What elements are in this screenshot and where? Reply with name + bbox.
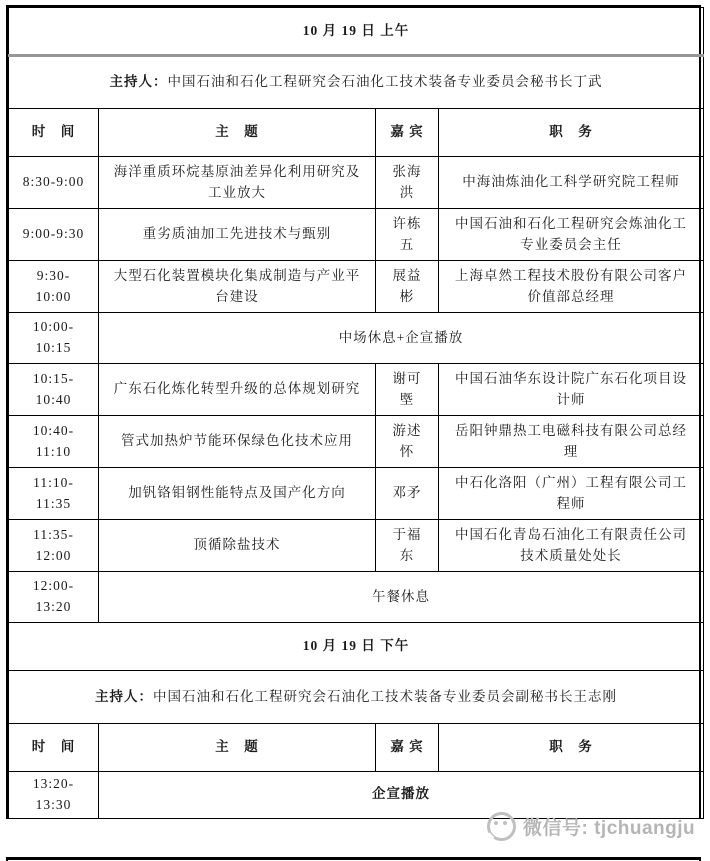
- column-header-row-2: [9, 724, 704, 772]
- duty-cell: 中海油炼油化工科学研究院工程师: [439, 157, 704, 209]
- col-header-guest: 嘉 宾: [376, 724, 439, 772]
- duty-cell: 中国石油和石化工程研究会炼油化工专业委员会主任: [439, 209, 704, 261]
- time-cell: 11:10-11:35: [9, 468, 99, 520]
- time-cell: 9:30-10:00: [9, 261, 99, 313]
- duty-cell: 中石化洛阳（广州）工程有限公司工程师: [439, 468, 704, 520]
- guest-cell: 游述怀: [376, 416, 439, 468]
- time-cell: 10:00-10:15: [9, 313, 99, 364]
- table-row: [9, 364, 704, 416]
- schedule-table: [6, 5, 701, 819]
- lunch-cell: 午餐休息: [99, 572, 704, 623]
- table-row: [9, 520, 704, 572]
- topic-cell: 顶循除盐技术: [99, 520, 376, 572]
- table-row: [9, 468, 704, 520]
- time-cell: 12:00-13:20: [9, 572, 99, 623]
- col-header-topic: 主 题: [99, 109, 376, 157]
- morning-host-row: [9, 56, 704, 109]
- table-row: [9, 209, 704, 261]
- afternoon-host-name: 中国石油和石化工程研究会石油化工技术装备专业委员会副秘书长王志刚: [153, 688, 617, 704]
- topic-cell: 管式加热炉节能环保绿色化技术应用: [99, 416, 376, 468]
- col-header-duty: 职 务: [439, 109, 704, 157]
- guest-cell: 展益彬: [376, 261, 439, 313]
- topic-cell: 广东石化炼化转型升级的总体规划研究: [99, 364, 376, 416]
- promo-cell: 企宣播放: [99, 772, 704, 819]
- break-cell: 中场休息+企宣播放: [99, 313, 704, 364]
- guest-cell: 谢可塈: [376, 364, 439, 416]
- host-label: 主持人：: [95, 688, 153, 704]
- afternoon-host-row: [9, 671, 704, 724]
- col-header-time: 时 间: [9, 109, 99, 157]
- duty-cell: 上海卓然工程技术股份有限公司客户价值部总经理: [439, 261, 704, 313]
- col-header-time: 时 间: [9, 724, 99, 772]
- afternoon-section-title: 10 月 19 日 下午: [9, 623, 704, 671]
- morning-section-title: 10 月 19 日 上午: [9, 8, 704, 56]
- table-row: [9, 261, 704, 313]
- morning-host-name: 中国石油和石化工程研究会石油化工技术装备专业委员会秘书长丁武: [167, 74, 603, 90]
- duty-cell: 中国石油华东设计院广东石化项目设计师: [439, 364, 704, 416]
- time-cell: 10:40-11:10: [9, 416, 99, 468]
- topic-cell: 大型石化装置模块化集成制造与产业平台建设: [99, 261, 376, 313]
- guest-cell: 许栋五: [376, 209, 439, 261]
- topic-cell: 重劣质油加工先进技术与甄别: [99, 209, 376, 261]
- guest-cell: 于福东: [376, 520, 439, 572]
- break-row: [9, 313, 704, 364]
- time-cell: 8:30-9:00: [9, 157, 99, 209]
- time-cell: 9:00-9:30: [9, 209, 99, 261]
- wechat-icon: [487, 812, 516, 841]
- table-row: [9, 416, 704, 468]
- column-header-row: [9, 109, 704, 157]
- time-cell: 10:15-10:40: [9, 364, 99, 416]
- watermark: [487, 812, 695, 841]
- duty-cell: 岳阳钟鼎热工电磁科技有限公司总经理: [439, 416, 704, 468]
- col-header-guest: 嘉 宾: [376, 109, 439, 157]
- duty-cell: 中国石化青岛石油化工有限责任公司技术质量处处长: [439, 520, 704, 572]
- time-cell: 11:35-12:00: [9, 520, 99, 572]
- watermark-text: 微信号: tjchuangju: [523, 818, 696, 839]
- guest-cell: 邓矛: [376, 468, 439, 520]
- table-row: [9, 157, 704, 209]
- lunch-row: [9, 572, 704, 623]
- guest-cell: 张海洪: [376, 157, 439, 209]
- topic-cell: 加钒铬钼钢性能特点及国产化方向: [99, 468, 376, 520]
- col-header-duty: 职 务: [439, 724, 704, 772]
- topic-cell: 海洋重质环烷基原油差异化利用研究及工业放大: [99, 157, 376, 209]
- col-header-topic: 主 题: [99, 724, 376, 772]
- host-label: 主持人：: [109, 74, 168, 90]
- time-cell: 13:20-13:30: [9, 772, 99, 819]
